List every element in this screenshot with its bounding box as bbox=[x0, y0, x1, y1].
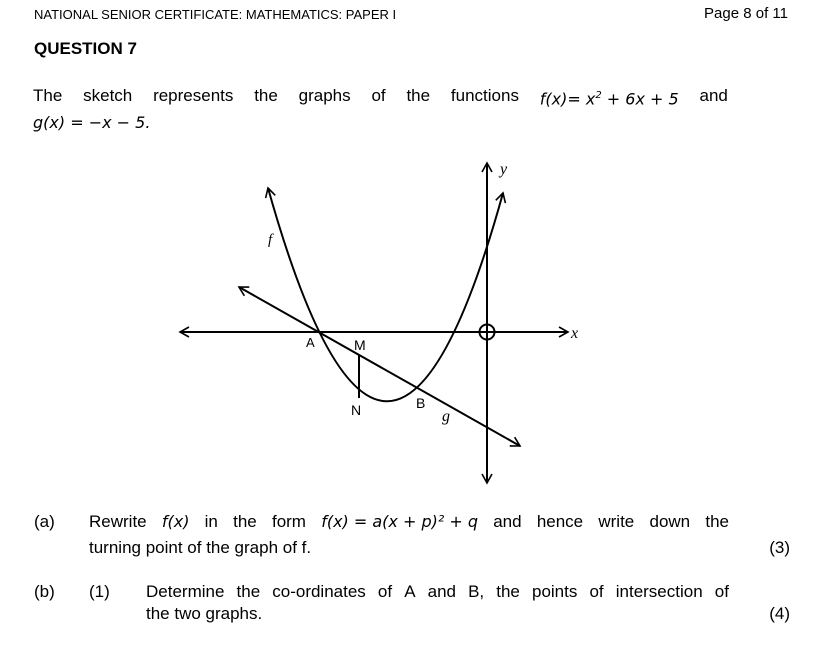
intro-word: the bbox=[406, 86, 431, 105]
label-point-n: N bbox=[351, 402, 362, 418]
part-a-line1 bbox=[89, 512, 729, 532]
part-b-word: and bbox=[427, 582, 456, 601]
part-b-label: (b) bbox=[34, 582, 55, 601]
intro-word: sketch bbox=[83, 86, 133, 105]
part-b-word: intersection bbox=[615, 582, 703, 601]
part-a-label: (a) bbox=[34, 512, 55, 531]
part-b-line1 bbox=[146, 582, 729, 602]
part-a-word: hence bbox=[536, 512, 584, 531]
part-b-word: the bbox=[496, 582, 520, 601]
line-g bbox=[239, 287, 520, 446]
intro-word: of bbox=[371, 86, 386, 105]
part-b-word: of bbox=[714, 582, 729, 601]
f-formula: $f(x)= x^2 + 6x + 5$ bbox=[539, 89, 679, 109]
part-a-word: form bbox=[271, 512, 306, 531]
part-b-word: Determine bbox=[146, 582, 225, 601]
part-a-line2: turning point of the graph of f. bbox=[89, 538, 312, 557]
part-a-word: write bbox=[598, 512, 635, 531]
part-b-line2: the two graphs. bbox=[146, 604, 263, 623]
part-b-sub-label: (1) bbox=[89, 582, 110, 601]
intro-word: graphs bbox=[298, 86, 351, 105]
header-page-number: Page 8 of 11 bbox=[704, 5, 788, 22]
label-f: f bbox=[268, 232, 273, 248]
label-x-axis: x bbox=[571, 325, 579, 342]
label-point-b: B bbox=[416, 395, 426, 411]
part-a-word: down bbox=[649, 512, 691, 531]
intro-word-and: and bbox=[699, 86, 728, 105]
part-a-formula: f(x) = a(x + p)² + q bbox=[321, 512, 478, 531]
part-b-marks: (4) bbox=[769, 604, 790, 623]
label-y-axis: y bbox=[500, 161, 508, 178]
label-g: g bbox=[442, 408, 450, 425]
part-a-word: Rewrite bbox=[89, 512, 147, 531]
part-b-word: the bbox=[236, 582, 261, 601]
part-a-word: and bbox=[493, 512, 522, 531]
part-a-marks: (3) bbox=[769, 538, 790, 557]
part-a-word: the bbox=[233, 512, 257, 531]
intro-word: the bbox=[254, 86, 278, 105]
g-formula: g(x) = −x − 5. bbox=[33, 113, 151, 132]
part-a-word: the bbox=[705, 512, 729, 531]
part-a-word: f(x) bbox=[161, 512, 190, 531]
part-a-word: in bbox=[204, 512, 218, 531]
part-b-word: co-ordinates bbox=[272, 582, 366, 601]
label-point-m: M bbox=[354, 337, 366, 353]
part-b-word: B, bbox=[468, 582, 485, 601]
question-title: QUESTION 7 bbox=[34, 39, 137, 58]
part-b-word: of bbox=[589, 582, 604, 601]
intro-word: The bbox=[33, 86, 63, 105]
label-point-a: A bbox=[306, 335, 315, 350]
part-b-word: A bbox=[404, 582, 416, 601]
intro-word: represents bbox=[153, 86, 234, 105]
part-b-word: of bbox=[377, 582, 393, 601]
intro-word: functions bbox=[450, 86, 519, 105]
part-b-word: points bbox=[531, 582, 578, 601]
header-left: NATIONAL SENIOR CERTIFICATE: MATHEMATICS: PAPER I bbox=[34, 7, 397, 22]
